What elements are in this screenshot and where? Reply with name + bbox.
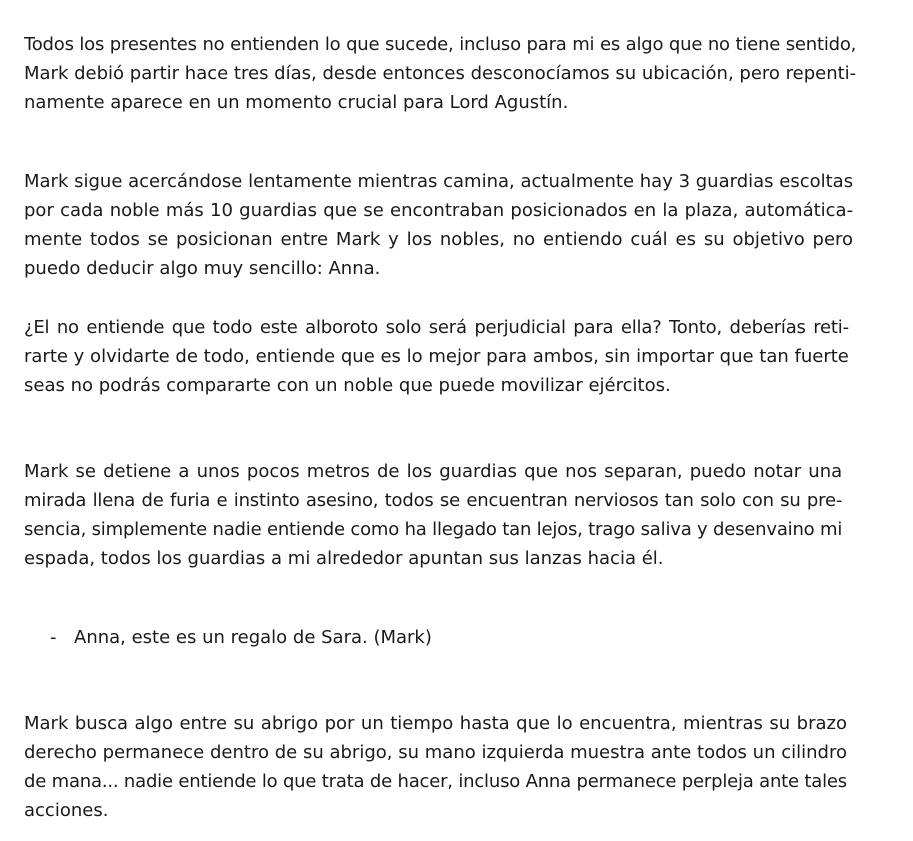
- paragraph-6: [24, 709, 847, 825]
- paragraph-line: por cada noble más 10 guardias que se encontraban posicionados en la plaza, automática-: [24, 200, 854, 221]
- paragraph-line: Todos los presentes no entienden lo que sucede, incluso para mi es algo que no tiene sentido,: [24, 34, 857, 55]
- paragraph-line: sencia, simplemente nadie entiende como ha llegado tan lejos, trago saliva y desenvaino mi: [24, 519, 843, 540]
- paragraph-line: mente todos se posicionan entre Mark y los nobles, no entiendo cuál es su objetivo pero: [24, 229, 854, 250]
- paragraph-line: Mark debió partir hace tres días, desde entonces desconocíamos su ubicación, pero repenti-: [24, 63, 857, 84]
- paragraph-1: [24, 30, 856, 117]
- paragraph-line: mirada llena de furia e instinto asesino, todos se encuentran nerviosos tan solo con su pre-: [24, 490, 843, 511]
- paragraph-line: ¿El no entiende que todo este alboroto solo será perjudicial para ella? Tonto, deberías reti-: [24, 317, 849, 338]
- paragraph-line: espada, todos los guardias a mi alrededor apuntan sus lanzas hacia él.: [24, 548, 664, 569]
- paragraph-line: derecho permanece dentro de su abrigo, su mano izquierda muestra ante todos un cilindro: [24, 742, 847, 763]
- dialogue-line: [50, 623, 432, 652]
- paragraph-2: [24, 167, 853, 283]
- paragraph-line: seas no podrás compararte con un noble que puede movilizar ejércitos.: [24, 375, 671, 396]
- paragraph-line: Mark busca algo entre su abrigo por un tiempo hasta que lo encuentra, mientras su brazo: [24, 713, 847, 734]
- dialogue-dash: -: [50, 627, 57, 648]
- paragraph-line: rarte y olvidarte de todo, entiende que es lo mejor para ambos, sin importar que tan fuerte: [24, 346, 849, 367]
- paragraph-4: [24, 457, 842, 573]
- paragraph-line: Mark se detiene a unos pocos metros de los guardias que nos separan, puedo notar una: [24, 461, 843, 482]
- dialogue-text: Anna, este es un regalo de Sara. (Mark): [74, 627, 432, 648]
- paragraph-line: acciones.: [24, 800, 109, 821]
- paragraph-line: Mark sigue acercándose lentamente mientras camina, actualmente hay 3 guardias escoltas: [24, 171, 854, 192]
- paragraph-line: de mana... nadie entiende lo que trata de hacer, incluso Anna permanece perpleja ante tales: [24, 771, 847, 792]
- paragraph-3: [24, 313, 849, 400]
- paragraph-line: namente aparece en un momento crucial para Lord Agustín.: [24, 92, 569, 113]
- paragraph-line: puedo deducir algo muy sencillo: Anna.: [24, 258, 381, 279]
